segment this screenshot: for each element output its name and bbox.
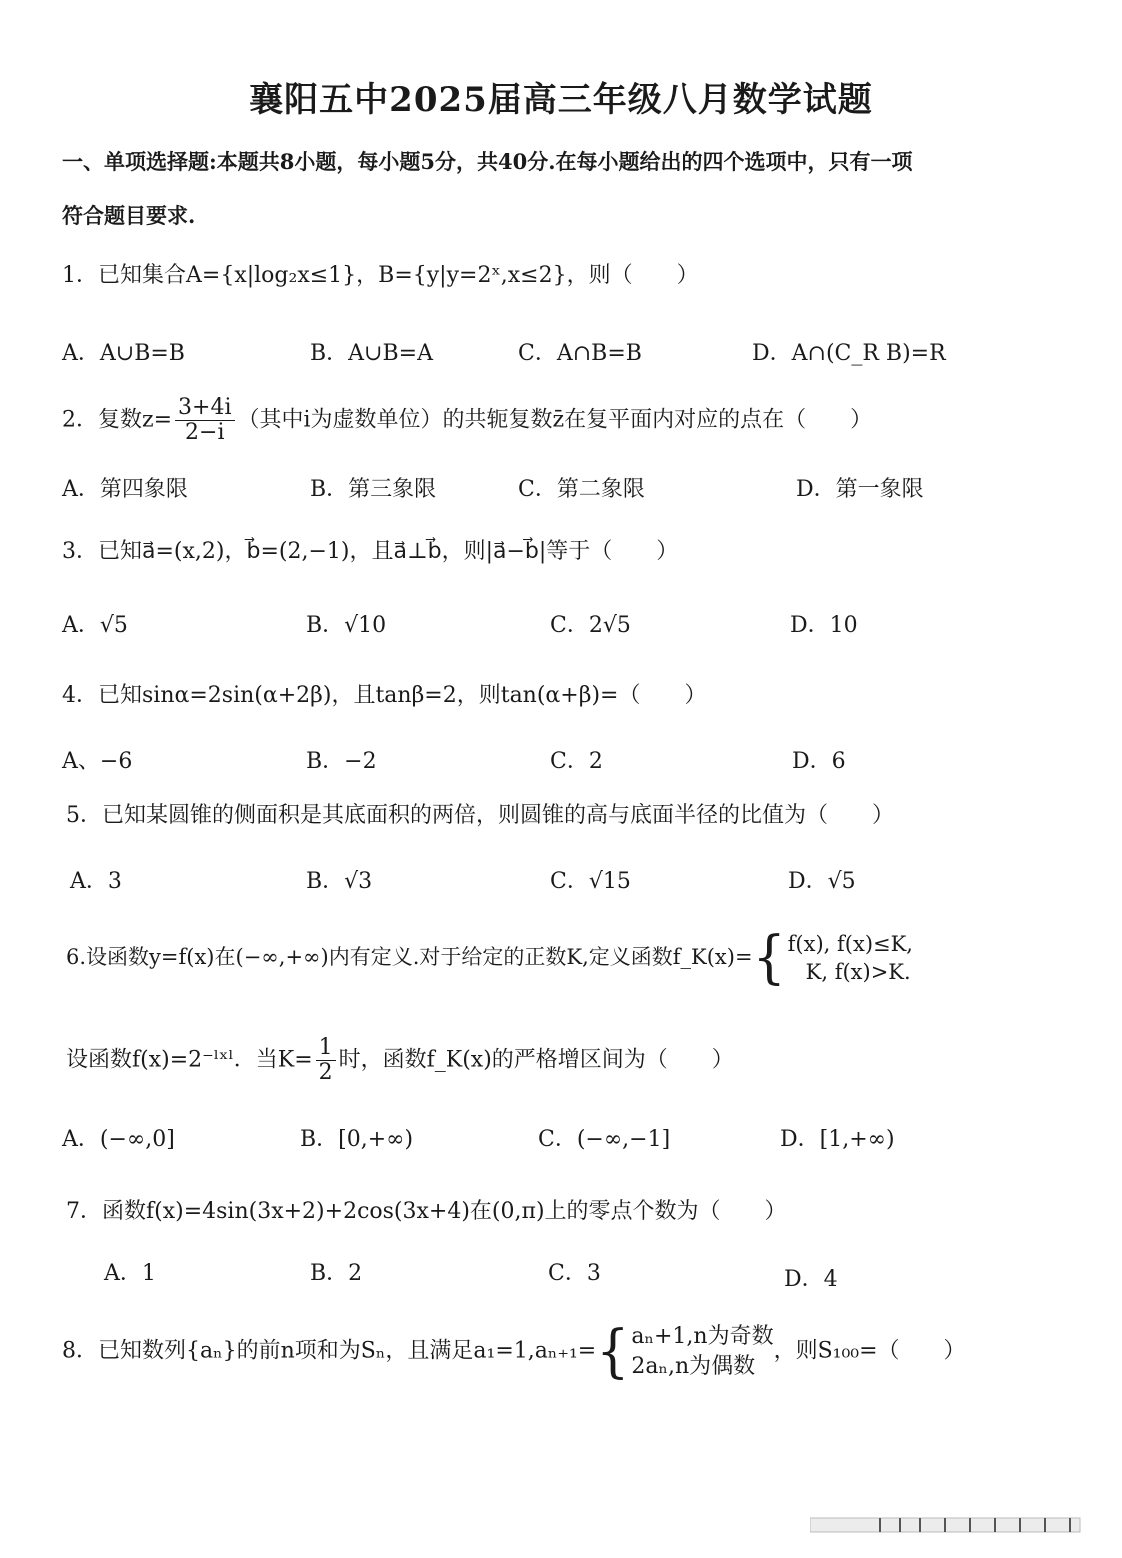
page-title: 襄阳五中2025届高三年级八月数学试题 [249, 80, 873, 120]
question-8-case-1: aₙ+1,n为奇数 [631, 1324, 774, 1349]
question-7-option-c: C．3 [548, 1261, 601, 1286]
question-1-option-c: C．A∩B=B [518, 341, 642, 366]
question-1-option-d: D．A∩(C_R B)=R [752, 341, 946, 366]
question-5-option-d: D．√5 [788, 869, 856, 894]
question-6-option-c: C．(−∞,−1] [538, 1127, 671, 1152]
question-2-option-a: A．第四象限 [62, 477, 188, 502]
question-2-stem-pre: 2．复数z= [62, 407, 173, 433]
question-8-case-2: 2aₙ,n为偶数 [631, 1353, 756, 1379]
question-8-brace: { [596, 1318, 630, 1385]
question-1-stem: 1．已知集合A={x|log₂x≤1}，B={y|y=2ˣ,x≤2}，则（ ） [62, 263, 699, 288]
question-2-fraction [175, 396, 234, 445]
question-7-option-b: B．2 [310, 1261, 363, 1286]
watermark-bar [810, 1514, 1100, 1536]
section-heading-line2: 符合题目要求. [62, 203, 196, 228]
question-2-option-b: B．第三象限 [310, 477, 437, 502]
question-5-stem: 5．已知某圆锥的侧面积是其底面积的两倍，则圆锥的高与底面半径的比值为（ ） [66, 803, 894, 828]
question-3-option-c: C．2√5 [550, 613, 631, 638]
question-6-option-d: D．[1,+∞) [780, 1127, 895, 1152]
question-3-option-a: A．√5 [62, 613, 128, 638]
question-8-stem-pre: 8．已知数列{aₙ}的前n项和为Sₙ，且满足a₁=1,aₙ₊₁= [62, 1338, 597, 1364]
question-8-stem [62, 1318, 966, 1385]
question-6-stem-text: 6.设函数y=f(x)在(−∞,+∞)内有定义.对于给定的正数K,定义函数f_K(x)= [66, 944, 753, 969]
question-6-stem-2-post: 时，函数f_K(x)的严格增区间为（ ） [338, 1047, 734, 1073]
question-6-case-2: K, f(x)>K. [805, 960, 911, 985]
question-6-fraction-denominator: 2 [318, 1060, 333, 1086]
question-6-case-1: f(x), f(x)≤K, [787, 932, 913, 956]
question-5-option-c: C．√15 [550, 869, 631, 894]
question-6-cases [788, 930, 913, 987]
question-4-option-b: B．−2 [306, 749, 377, 774]
question-1-option-a: A．A∪B=B [62, 341, 185, 366]
question-2-option-d: D．第一象限 [796, 477, 924, 502]
question-6-option-a: A．(−∞,0] [62, 1127, 175, 1152]
section-heading-line1: 一、单项选择题:本题共8小题，每小题5分，共40分.在每小题给出的四个选项中，只有一项 [62, 149, 913, 174]
question-8-stem-post: ，则S₁₀₀=（ ） [773, 1338, 966, 1364]
question-6-option-b: B．[0,+∞) [300, 1127, 414, 1152]
question-6-fraction [316, 1036, 336, 1085]
question-2-fraction-denominator: 2−i [185, 420, 225, 446]
question-6-fraction-numerator: 1 [316, 1036, 336, 1061]
question-6-stem-2 [66, 1036, 734, 1085]
question-4-option-a: A、−6 [62, 749, 133, 774]
question-6-stem [66, 925, 913, 992]
question-7-stem: 7．函数f(x)=4sin(3x+2)+2cos(3x+4)在(0,π)上的零点个数为（ ） [66, 1199, 787, 1224]
question-7-option-d: D．4 [784, 1267, 838, 1292]
question-1-option-b: B．A∪B=A [310, 341, 433, 366]
question-4-option-c: C．2 [550, 749, 603, 774]
question-7-option-a: A．1 [104, 1261, 156, 1286]
question-3-stem: 3．已知a⃗=(x,2)，b⃗=(2,−1)，且a⃗⊥b⃗，则|a⃗−b⃗|等于（ ） [62, 539, 679, 564]
question-3-option-d: D．10 [790, 613, 858, 638]
question-2-stem-post: （其中i为虚数单位）的共轭复数z̄在复平面内对应的点在（ ） [237, 407, 873, 433]
question-5-option-a: A．3 [70, 869, 122, 894]
question-8-cases [631, 1322, 773, 1381]
question-3-option-b: B．√10 [306, 613, 387, 638]
question-2-fraction-numerator: 3+4i [175, 396, 234, 421]
question-2-stem [62, 396, 872, 445]
question-6-stem-2-pre: 设函数f(x)=2⁻ˡˣˡ．当K= [66, 1047, 313, 1073]
question-6-brace: { [752, 925, 786, 992]
question-5-option-b: B．√3 [306, 869, 373, 894]
question-2-option-c: C．第二象限 [518, 477, 645, 502]
question-4-stem: 4．已知sinα=2sin(α+2β)，且tanβ=2，则tan(α+β)=（ ） [62, 683, 707, 708]
question-4-option-d: D．6 [792, 749, 846, 774]
